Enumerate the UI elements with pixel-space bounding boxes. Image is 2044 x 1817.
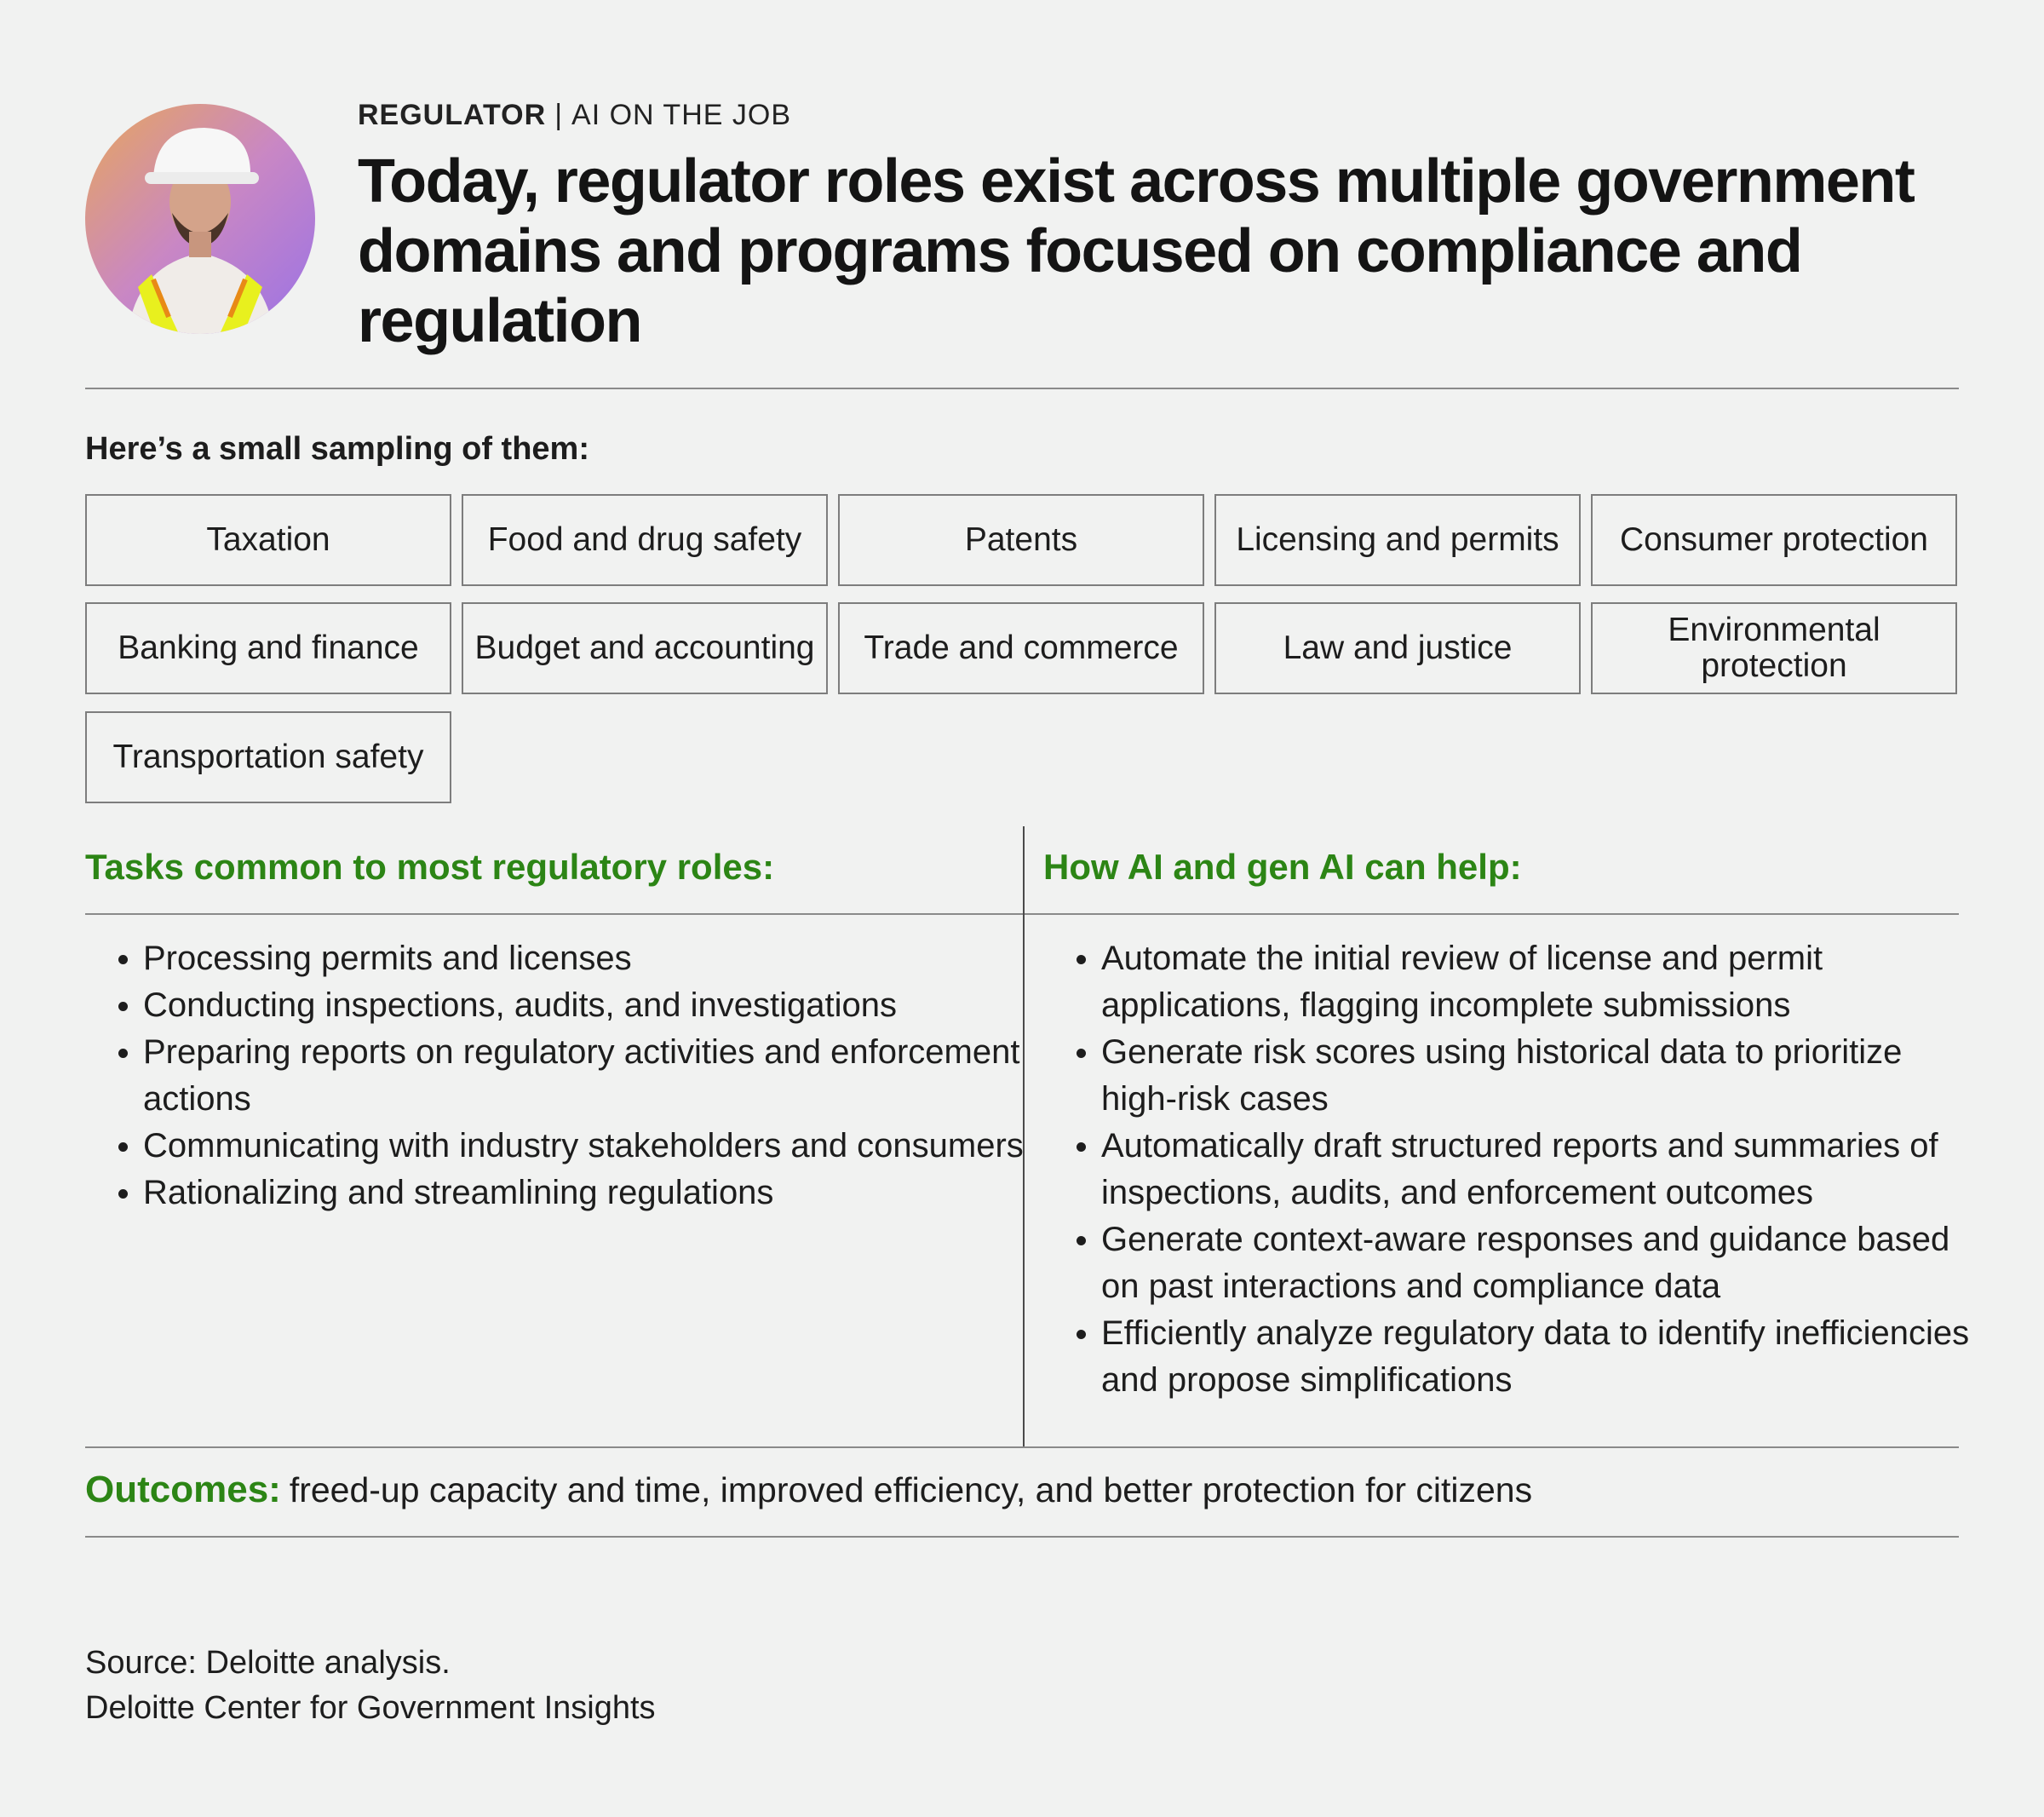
list-item: • Automate the initial review of license and permit applications, flagging incomplete submissions [1101, 935, 1970, 1029]
eyebrow-category: REGULATOR [358, 99, 547, 131]
outcomes [85, 1469, 1532, 1511]
ai-help-heading: How AI and gen AI can help: [1043, 847, 1522, 887]
divider-outcomes-bottom [85, 1536, 1959, 1538]
role-chip: Patents [838, 494, 1204, 586]
role-chip: Transportation safety [85, 711, 451, 803]
role-chip: Taxation [85, 494, 451, 586]
list-item: • Rationalizing and streamlining regulations [143, 1170, 1029, 1216]
role-chip: Consumer protection [1591, 494, 1957, 586]
source-line: Source: Deloitte analysis. [85, 1645, 451, 1681]
list-item: • Automatically draft structured reports and summaries of inspections, audits, and enforcement outcomes [1101, 1123, 1970, 1216]
source-org: Deloitte Center for Government Insights [85, 1690, 656, 1726]
list-item: • Generate risk scores using historical data to prioritize high-risk cases [1101, 1029, 1970, 1123]
role-chip: Environmental protection [1591, 602, 1957, 694]
roles-intro: Here’s a small sampling of them: [85, 431, 589, 467]
list-item: • Efficiently analyze regulatory data to identify inefficiencies and propose simplifications [1101, 1310, 1970, 1404]
tasks-heading: Tasks common to most regulatory roles: [85, 847, 775, 887]
role-chip: Budget and accounting [462, 602, 828, 694]
worker-avatar [85, 104, 315, 334]
list-item: • Preparing reports on regulatory activities and enforcement actions [143, 1029, 1029, 1123]
list-item: • Conducting inspections, audits, and investigations [143, 982, 1029, 1029]
divider-top [85, 388, 1959, 389]
list-item: • Communicating with industry stakeholders and consumers [143, 1123, 1029, 1170]
divider-outcomes-top [85, 1446, 1959, 1448]
worker-in-hard-hat-icon [85, 104, 315, 334]
outcomes-label: Outcomes: [85, 1469, 281, 1510]
eyebrow [358, 99, 791, 132]
list-item: • Generate context-aware responses and guidance based on past interactions and compliance data [1101, 1216, 1970, 1310]
list-item: • Processing permits and licenses [143, 935, 1029, 982]
source-note [85, 1641, 656, 1731]
eyebrow-series: AI ON THE JOB [571, 99, 792, 131]
role-chip: Banking and finance [85, 602, 451, 694]
role-chip: Licensing and permits [1214, 494, 1581, 586]
role-chip: Trade and commerce [838, 602, 1204, 694]
role-chip: Food and drug safety [462, 494, 828, 586]
divider-columns [85, 913, 1959, 915]
tasks-list [85, 935, 1029, 1216]
eyebrow-separator: | [554, 99, 564, 131]
ai-help-list [1043, 935, 1970, 1404]
outcomes-text: freed-up capacity and time, improved efficiency, and better protection for citizens [289, 1470, 1533, 1509]
page-title: Today, regulator roles exist across multiple government domains and programs focused on compliance and regulation [358, 147, 1915, 355]
role-chip: Law and justice [1214, 602, 1581, 694]
